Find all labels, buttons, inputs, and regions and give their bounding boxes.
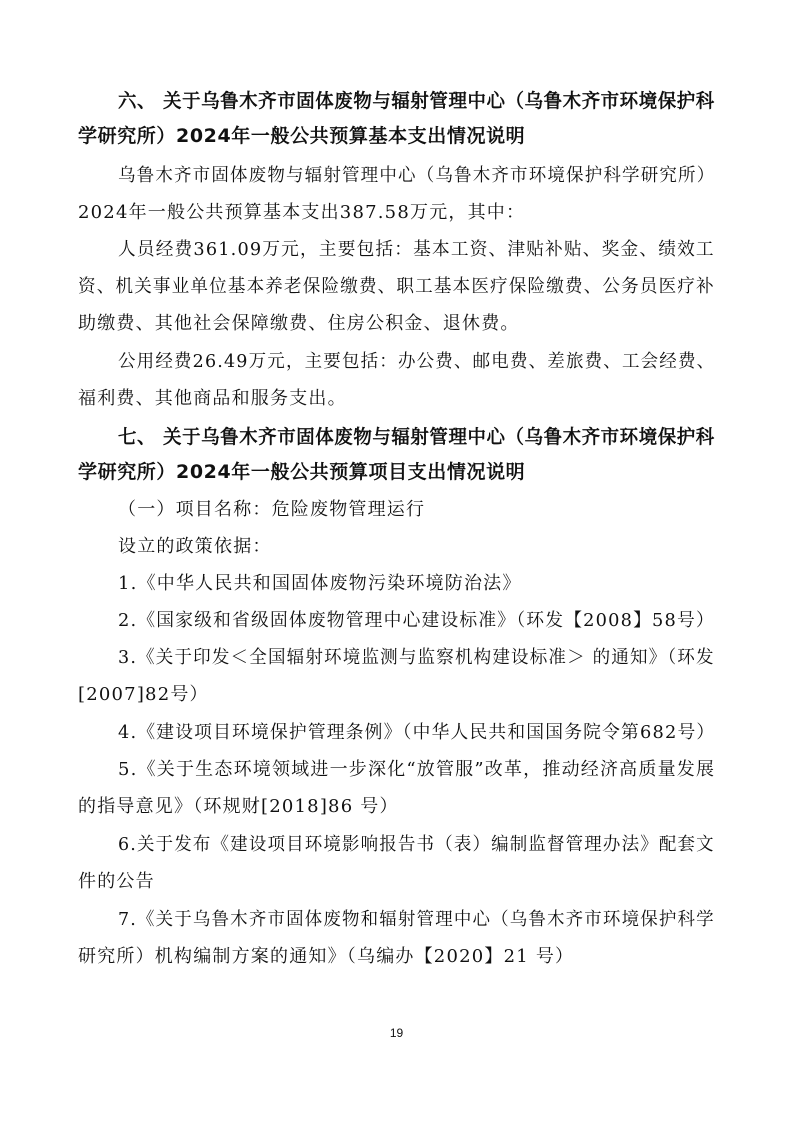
- policy-basis-item-5-line2: 的指导意见》（环规财[2018]86 号）: [78, 796, 399, 817]
- section6-para1-line1: 乌鲁木齐市固体废物与辐射管理中心（乌鲁木齐市环境保护科学研究所）: [118, 165, 716, 186]
- policy-basis-item-3-line1: 3.《关于印发＜全国辐射环境监测与监察机构建设标准＞ 的通知》（环发: [118, 647, 715, 668]
- policy-basis-label: 设立的政策依据：: [118, 536, 272, 557]
- section7-title-line2: 学研究所）2024年一般公共预算项目支出情况说明: [78, 461, 526, 483]
- policy-basis-item-4: 4.《建设项目环境保护管理条例》（中华人民共和国国务院令第682号）: [118, 722, 716, 743]
- section6-para2-line1: 人员经费361.09万元，主要包括：基本工资、津贴补贴、奖金、绩效工: [118, 239, 715, 260]
- section6-para2-line2: 资、机关事业单位基本养老保险缴费、职工基本医疗保险缴费、公务员医疗补: [78, 276, 715, 297]
- page-number: 19: [389, 1026, 404, 1040]
- policy-basis-item-7-line2: 研究所）机构编制方案的通知》（乌编办【2020】21 号）: [78, 946, 575, 967]
- policy-basis-item-2: 2.《国家级和省级固体废物管理中心建设标准》（环发【2008】58号）: [118, 610, 715, 631]
- section7-title-line1: 七、 关于乌鲁木齐市固体废物与辐射管理中心（乌鲁木齐市环境保护科: [118, 426, 715, 448]
- project-name: （一）项目名称：危险废物管理运行: [118, 499, 426, 520]
- policy-basis-item-7-line1: 7.《关于乌鲁木齐市固体废物和辐射管理中心（乌鲁木齐市环境保护科学: [118, 909, 715, 930]
- section6-para2-line3: 助缴费、其他社会保障缴费、住房公积金、退休费。: [78, 313, 520, 334]
- policy-basis-item-3-line2: [2007]82号）: [78, 684, 209, 705]
- section6-title-line1: 六、 关于乌鲁木齐市固体废物与辐射管理中心（乌鲁木齐市环境保护科: [118, 90, 715, 112]
- section6-title-line2: 学研究所）2024年一般公共预算基本支出情况说明: [78, 125, 526, 147]
- policy-basis-item-5-line1: 5.《关于生态环境领域进一步深化“放管服”改革，推动经济高质量发展: [118, 759, 716, 780]
- section6-para3-line2: 福利费、其他商品和服务支出。: [78, 388, 347, 409]
- section6-para1-line2: 2024年一般公共预算基本支出387.58万元，其中：: [78, 202, 526, 223]
- policy-basis-item-6-line1: 6.关于发布《建设项目环境影响报告书（表）编制监督管理办法》配套文: [118, 834, 715, 855]
- policy-basis-item-1: 1.《中华人民共和国固体废物污染环境防治法》: [118, 573, 522, 594]
- policy-basis-item-6-line2: 件的公告: [78, 871, 155, 892]
- section6-para3-line1: 公用经费26.49万元，主要包括：办公费、邮电费、差旅费、工会经费、: [118, 351, 716, 372]
